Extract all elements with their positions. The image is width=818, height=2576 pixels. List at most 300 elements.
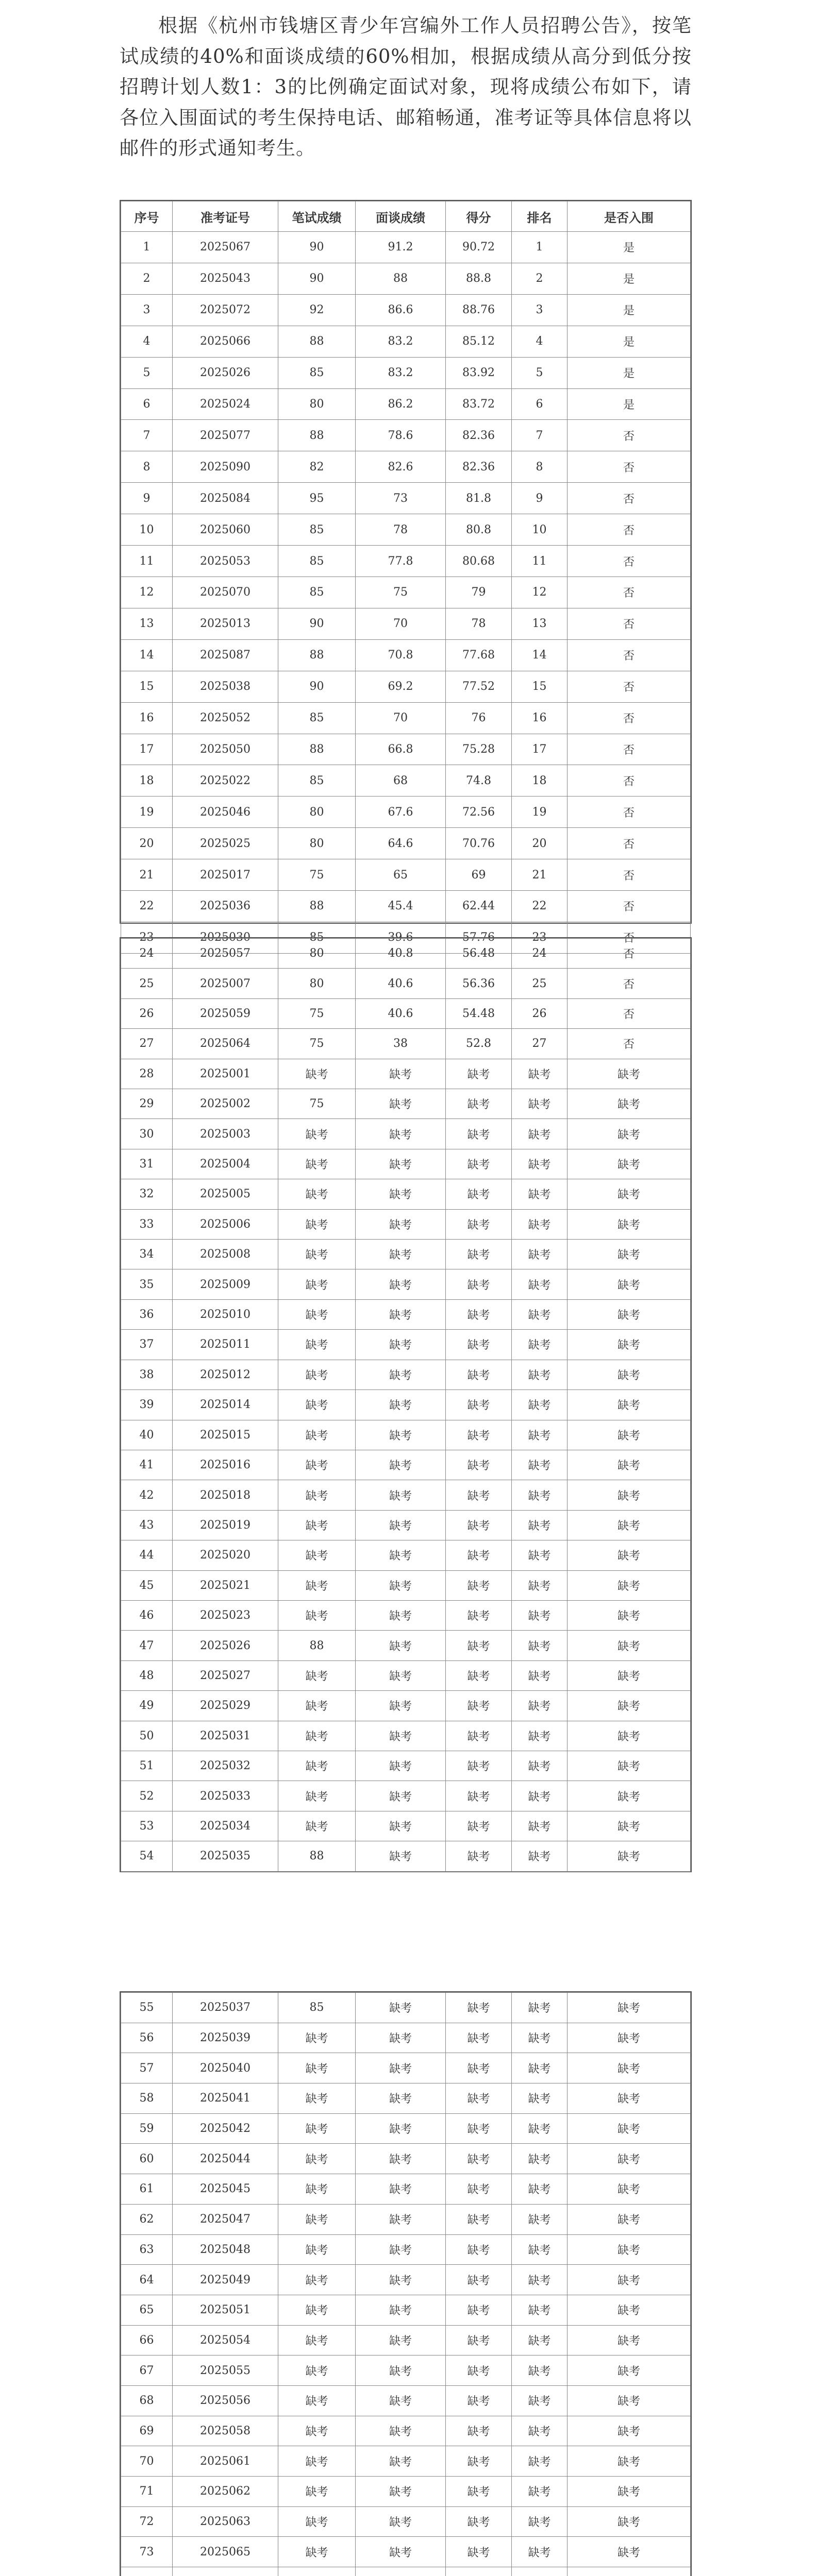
cell-seq: 58 [121, 2083, 173, 2114]
header-interview: 面谈成绩 [356, 201, 446, 232]
table-row [121, 232, 691, 263]
cell-rank: 缺考 [512, 2385, 567, 2416]
cell-rank: 缺考 [512, 1390, 567, 1420]
cell-seq: 48 [121, 1660, 173, 1690]
cell-rank: 25 [512, 969, 567, 998]
cell-rank: 缺考 [512, 1811, 567, 1841]
cell-ticket: 2025042 [173, 2113, 278, 2144]
cell-written: 88 [278, 734, 356, 765]
table-row [121, 1691, 691, 1721]
cell-seq: 3 [121, 294, 173, 326]
cell-seq [121, 2567, 173, 2576]
cell-written: 85 [278, 922, 356, 953]
cell-ticket: 2025017 [173, 859, 278, 891]
cell-written: 缺考 [278, 1420, 356, 1450]
cell-score: 缺考 [446, 2053, 512, 2083]
cell-score: 缺考 [446, 1119, 512, 1149]
cell-shortlisted: 缺考 [567, 2537, 691, 2567]
cell-shortlisted: 缺考 [567, 1781, 691, 1811]
cell-seq: 71 [121, 2477, 173, 2507]
cell-interview: 缺考 [356, 1660, 446, 1690]
cell-seq: 53 [121, 1811, 173, 1841]
cell-interview: 73 [356, 483, 446, 514]
table-row [121, 2265, 691, 2295]
cell-rank: 缺考 [512, 2023, 567, 2053]
cell-ticket: 2025014 [173, 1390, 278, 1420]
cell-seq: 64 [121, 2265, 173, 2295]
cell-ticket: 2025054 [173, 2325, 278, 2355]
cell-ticket: 2025010 [173, 1299, 278, 1329]
cell-shortlisted: 否 [567, 671, 691, 702]
cell-score: 缺考 [446, 1660, 512, 1690]
cell-score: 缺考 [446, 1811, 512, 1841]
cell-rank: 缺考 [512, 1570, 567, 1600]
cell-ticket: 2025031 [173, 1721, 278, 1751]
cell-rank: 缺考 [512, 1480, 567, 1510]
cell-ticket: 2025003 [173, 1119, 278, 1149]
cell-shortlisted: 缺考 [567, 1751, 691, 1781]
cell-shortlisted: 缺考 [567, 2385, 691, 2416]
cell-score: 77.68 [446, 639, 512, 671]
cell-shortlisted: 缺考 [567, 1570, 691, 1600]
cell-score: 56.36 [446, 969, 512, 998]
cell-shortlisted: 缺考 [567, 1209, 691, 1239]
cell-written: 85 [278, 1993, 356, 2023]
cell-written: 85 [278, 577, 356, 608]
cell-seq: 67 [121, 2355, 173, 2386]
cell-interview: 缺考 [356, 1119, 446, 1149]
cell-ticket: 2025043 [173, 263, 278, 294]
cell-rank: 缺考 [512, 2144, 567, 2174]
cell-ticket: 2025055 [173, 2355, 278, 2386]
cell-ticket: 2025072 [173, 294, 278, 326]
cell-seq: 54 [121, 1841, 173, 1871]
cell-ticket: 2025064 [173, 1029, 278, 1059]
cell-seq: 22 [121, 891, 173, 922]
cell-written [278, 2567, 356, 2576]
cell-score: 70.76 [446, 828, 512, 859]
cell-interview: 65 [356, 859, 446, 891]
cell-ticket: 2025029 [173, 1691, 278, 1721]
results-table [121, 938, 691, 1872]
cell-written: 缺考 [278, 2477, 356, 2507]
cell-ticket: 2025020 [173, 1540, 278, 1570]
cell-interview: 缺考 [356, 1841, 446, 1871]
cell-shortlisted: 缺考 [567, 1330, 691, 1360]
cell-shortlisted: 缺考 [567, 1721, 691, 1751]
cell-rank: 缺考 [512, 2053, 567, 2083]
cell-shortlisted: 缺考 [567, 2113, 691, 2144]
cell-ticket: 2025057 [173, 939, 278, 969]
cell-rank: 17 [512, 734, 567, 765]
cell-shortlisted: 缺考 [567, 1420, 691, 1450]
cell-written: 缺考 [278, 1540, 356, 1570]
table-row [121, 483, 691, 514]
cell-interview: 83.2 [356, 357, 446, 388]
cell-ticket: 2025024 [173, 388, 278, 420]
table-row [121, 969, 691, 998]
cell-written: 82 [278, 451, 356, 483]
cell-rank: 23 [512, 922, 567, 953]
table-row [121, 2144, 691, 2174]
cell-score: 缺考 [446, 2174, 512, 2205]
table-row [121, 1029, 691, 1059]
cell-interview: 缺考 [356, 2265, 446, 2295]
table-row [121, 1330, 691, 1360]
cell-score: 88.76 [446, 294, 512, 326]
cell-rank: 缺考 [512, 2355, 567, 2386]
cell-shortlisted: 缺考 [567, 1691, 691, 1721]
cell-rank: 18 [512, 765, 567, 796]
cell-seq: 16 [121, 702, 173, 734]
cell-seq: 8 [121, 451, 173, 483]
cell-ticket: 2025059 [173, 998, 278, 1028]
cell-ticket: 2025012 [173, 1360, 278, 1389]
cell-seq: 14 [121, 639, 173, 671]
cell-seq: 49 [121, 1691, 173, 1721]
cell-seq: 34 [121, 1240, 173, 1269]
cell-interview [356, 2567, 446, 2576]
cell-interview: 缺考 [356, 2477, 446, 2507]
cell-written: 缺考 [278, 2144, 356, 2174]
table-row [121, 577, 691, 608]
cell-score: 75.28 [446, 734, 512, 765]
cell-written: 85 [278, 357, 356, 388]
cell-written: 缺考 [278, 2355, 356, 2386]
cell-interview: 86.6 [356, 294, 446, 326]
cell-ticket: 2025066 [173, 326, 278, 357]
cell-ticket: 2025023 [173, 1600, 278, 1630]
results-table-page-3 [120, 1991, 692, 2576]
cell-interview: 缺考 [356, 1059, 446, 1089]
cell-seq: 42 [121, 1480, 173, 1510]
cell-rank: 缺考 [512, 1360, 567, 1389]
cell-shortlisted: 否 [567, 702, 691, 734]
cell-shortlisted: 缺考 [567, 1600, 691, 1630]
cell-interview: 缺考 [356, 1360, 446, 1389]
cell-rank: 1 [512, 232, 567, 263]
cell-seq: 20 [121, 828, 173, 859]
cell-interview: 缺考 [356, 2385, 446, 2416]
cell-rank [512, 2567, 567, 2576]
cell-rank: 缺考 [512, 2174, 567, 2205]
cell-ticket: 2025036 [173, 891, 278, 922]
cell-rank: 22 [512, 891, 567, 922]
cell-seq: 69 [121, 2416, 173, 2446]
cell-shortlisted: 缺考 [567, 1631, 691, 1660]
table-body [121, 939, 691, 1872]
cell-rank: 缺考 [512, 2416, 567, 2446]
cell-score: 缺考 [446, 2385, 512, 2416]
cell-seq: 10 [121, 514, 173, 546]
cell-score: 缺考 [446, 1631, 512, 1660]
cell-score: 79 [446, 577, 512, 608]
cell-written: 85 [278, 514, 356, 546]
table-row [121, 2537, 691, 2567]
cell-score: 72.56 [446, 796, 512, 828]
cell-interview: 缺考 [356, 1240, 446, 1269]
cell-written: 88 [278, 326, 356, 357]
cell-score: 缺考 [446, 1450, 512, 1480]
cell-score: 缺考 [446, 2265, 512, 2295]
cell-score: 52.8 [446, 1029, 512, 1059]
cell-interview: 缺考 [356, 2446, 446, 2477]
cell-written: 缺考 [278, 1721, 356, 1751]
cell-interview: 缺考 [356, 2355, 446, 2386]
cell-ticket: 2025050 [173, 734, 278, 765]
cell-shortlisted: 缺考 [567, 2446, 691, 2477]
cell-shortlisted: 缺考 [567, 1179, 691, 1209]
cell-written: 缺考 [278, 1240, 356, 1269]
cell-shortlisted: 否 [567, 514, 691, 546]
table-row [121, 2053, 691, 2083]
cell-written: 90 [278, 263, 356, 294]
cell-seq: 30 [121, 1119, 173, 1149]
cell-written: 缺考 [278, 2537, 356, 2567]
cell-seq: 18 [121, 765, 173, 796]
cell-interview: 缺考 [356, 1811, 446, 1841]
cell-seq: 32 [121, 1179, 173, 1209]
cell-seq: 37 [121, 1330, 173, 1360]
table-row [121, 2295, 691, 2325]
cell-interview: 66.8 [356, 734, 446, 765]
cell-written: 75 [278, 859, 356, 891]
table-row [121, 1600, 691, 1630]
cell-shortlisted: 缺考 [567, 2265, 691, 2295]
cell-score: 缺考 [446, 1540, 512, 1570]
cell-score: 缺考 [446, 2446, 512, 2477]
table-row [121, 702, 691, 734]
table-row [121, 1360, 691, 1389]
cell-seq: 12 [121, 577, 173, 608]
table-row [121, 1781, 691, 1811]
cell-rank: 26 [512, 998, 567, 1028]
cell-rank: 缺考 [512, 1841, 567, 1871]
cell-written: 缺考 [278, 2174, 356, 2205]
cell-rank: 缺考 [512, 1299, 567, 1329]
cell-seq: 4 [121, 326, 173, 357]
cell-ticket: 2025087 [173, 639, 278, 671]
cell-score: 缺考 [446, 1299, 512, 1329]
table-row [121, 998, 691, 1028]
notice-paragraph [120, 10, 692, 164]
cell-seq: 45 [121, 1570, 173, 1600]
cell-ticket: 2025034 [173, 1811, 278, 1841]
cell-rank: 7 [512, 420, 567, 451]
cell-interview: 缺考 [356, 2234, 446, 2265]
cell-rank: 16 [512, 702, 567, 734]
cell-score: 缺考 [446, 2023, 512, 2053]
cell-rank: 11 [512, 546, 567, 577]
cell-seq: 63 [121, 2234, 173, 2265]
cell-interview: 缺考 [356, 2174, 446, 2205]
cell-ticket: 2025062 [173, 2477, 278, 2507]
cell-rank: 缺考 [512, 1781, 567, 1811]
cell-score: 缺考 [446, 1420, 512, 1450]
cell-score: 77.52 [446, 671, 512, 702]
cell-rank: 20 [512, 828, 567, 859]
cell-interview: 缺考 [356, 1149, 446, 1179]
cell-rank: 缺考 [512, 2265, 567, 2295]
cell-written: 缺考 [278, 2295, 356, 2325]
cell-rank: 缺考 [512, 1179, 567, 1209]
cell-interview: 缺考 [356, 2537, 446, 2567]
cell-rank: 缺考 [512, 1269, 567, 1299]
cell-ticket: 2025009 [173, 1269, 278, 1299]
table-row [121, 671, 691, 702]
cell-score: 缺考 [446, 1721, 512, 1751]
cell-interview: 缺考 [356, 1540, 446, 1570]
cell-interview: 88 [356, 263, 446, 294]
cell-interview: 缺考 [356, 2144, 446, 2174]
cell-interview: 67.6 [356, 796, 446, 828]
cell-score: 57.76 [446, 922, 512, 953]
cell-written: 缺考 [278, 1811, 356, 1841]
cell-score: 88.8 [446, 263, 512, 294]
table-row [121, 2416, 691, 2446]
cell-score: 缺考 [446, 1841, 512, 1871]
cell-written: 缺考 [278, 2385, 356, 2416]
cell-shortlisted: 否 [567, 483, 691, 514]
cell-shortlisted: 缺考 [567, 2083, 691, 2114]
cell-score: 缺考 [446, 1993, 512, 2023]
cell-ticket: 2025001 [173, 1059, 278, 1089]
cell-shortlisted: 是 [567, 326, 691, 357]
cell-written: 80 [278, 828, 356, 859]
table-body [121, 1993, 691, 2576]
cell-seq: 44 [121, 1540, 173, 1570]
cell-rank: 19 [512, 796, 567, 828]
cell-seq: 38 [121, 1360, 173, 1389]
cell-interview: 缺考 [356, 1993, 446, 2023]
cell-seq: 6 [121, 388, 173, 420]
cell-rank: 6 [512, 388, 567, 420]
cell-rank: 24 [512, 939, 567, 969]
cell-rank: 8 [512, 451, 567, 483]
cell-shortlisted: 缺考 [567, 1269, 691, 1299]
cell-interview: 78.6 [356, 420, 446, 451]
cell-ticket: 2025056 [173, 2385, 278, 2416]
cell-seq: 73 [121, 2537, 173, 2567]
table-row [121, 2567, 691, 2576]
cell-seq: 68 [121, 2385, 173, 2416]
cell-seq: 1 [121, 232, 173, 263]
cell-seq: 51 [121, 1751, 173, 1781]
cell-seq: 24 [121, 939, 173, 969]
cell-shortlisted: 是 [567, 294, 691, 326]
header-shortlisted: 是否入围 [567, 201, 691, 232]
cell-ticket: 2025061 [173, 2446, 278, 2477]
table-row [121, 546, 691, 577]
cell-seq: 28 [121, 1059, 173, 1089]
cell-score: 缺考 [446, 1240, 512, 1269]
cell-shortlisted: 否 [567, 639, 691, 671]
cell-shortlisted: 否 [567, 765, 691, 796]
cell-shortlisted: 否 [567, 998, 691, 1028]
cell-written: 缺考 [278, 1179, 356, 1209]
cell-written: 88 [278, 891, 356, 922]
table-body [121, 232, 691, 954]
cell-shortlisted: 否 [567, 546, 691, 577]
cell-shortlisted: 缺考 [567, 2204, 691, 2234]
cell-shortlisted: 缺考 [567, 1811, 691, 1841]
cell-ticket: 2025067 [173, 232, 278, 263]
results-table-page-2 [120, 937, 692, 1872]
cell-interview: 缺考 [356, 2204, 446, 2234]
cell-written: 缺考 [278, 2506, 356, 2537]
cell-score: 缺考 [446, 2204, 512, 2234]
cell-score: 缺考 [446, 1510, 512, 1540]
cell-shortlisted: 缺考 [567, 1119, 691, 1149]
cell-score: 81.8 [446, 483, 512, 514]
cell-rank: 缺考 [512, 1059, 567, 1089]
cell-ticket: 2025005 [173, 1179, 278, 1209]
table-row [121, 388, 691, 420]
cell-shortlisted: 否 [567, 734, 691, 765]
cell-interview: 缺考 [356, 1631, 446, 1660]
cell-written: 80 [278, 969, 356, 998]
cell-seq: 39 [121, 1390, 173, 1420]
cell-score [446, 2567, 512, 2576]
cell-rank: 14 [512, 639, 567, 671]
cell-rank: 缺考 [512, 2477, 567, 2507]
table-row [121, 734, 691, 765]
cell-shortlisted: 缺考 [567, 1841, 691, 1871]
cell-rank: 缺考 [512, 1089, 567, 1119]
cell-written: 缺考 [278, 2083, 356, 2114]
table-row [121, 608, 691, 639]
cell-rank: 缺考 [512, 1691, 567, 1721]
cell-written: 缺考 [278, 1781, 356, 1811]
cell-written: 缺考 [278, 1390, 356, 1420]
table-row [121, 1993, 691, 2023]
table-row [121, 796, 691, 828]
table-row [121, 1811, 691, 1841]
cell-written: 75 [278, 998, 356, 1028]
header-written: 笔试成绩 [278, 201, 356, 232]
cell-interview: 75 [356, 577, 446, 608]
cell-ticket: 2025006 [173, 1209, 278, 1239]
table-row [121, 1420, 691, 1450]
table-row [121, 357, 691, 388]
cell-written: 90 [278, 232, 356, 263]
cell-ticket: 2025052 [173, 702, 278, 734]
cell-ticket: 2025011 [173, 1330, 278, 1360]
cell-score: 缺考 [446, 1390, 512, 1420]
cell-score: 76 [446, 702, 512, 734]
cell-score: 缺考 [446, 1179, 512, 1209]
header-ticket: 准考证号 [173, 201, 278, 232]
table-row [121, 2355, 691, 2386]
cell-written: 88 [278, 1841, 356, 1871]
cell-seq: 43 [121, 1510, 173, 1540]
cell-score: 78 [446, 608, 512, 639]
cell-interview: 64.6 [356, 828, 446, 859]
table-row [121, 2506, 691, 2537]
cell-written: 缺考 [278, 1510, 356, 1540]
cell-seq: 60 [121, 2144, 173, 2174]
cell-ticket: 2025053 [173, 546, 278, 577]
cell-shortlisted: 是 [567, 357, 691, 388]
cell-interview: 缺考 [356, 1691, 446, 1721]
cell-ticket: 2025058 [173, 2416, 278, 2446]
cell-rank: 缺考 [512, 1540, 567, 1570]
header-seq: 序号 [121, 201, 173, 232]
cell-ticket: 2025063 [173, 2506, 278, 2537]
cell-score: 缺考 [446, 2477, 512, 2507]
cell-interview: 70 [356, 702, 446, 734]
cell-interview: 70 [356, 608, 446, 639]
